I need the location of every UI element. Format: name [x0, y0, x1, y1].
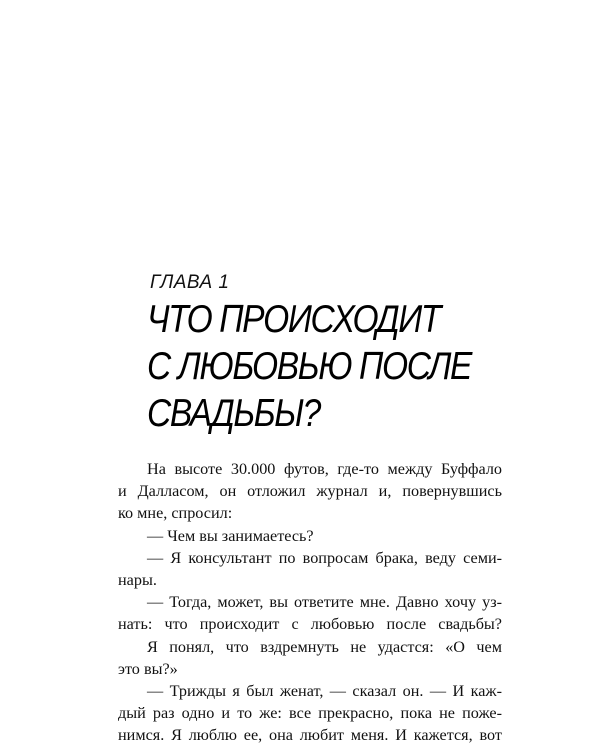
body-line-10: это вы?» — [118, 659, 178, 678]
chapter-title-line-3: СВАДЬБЫ? — [147, 392, 320, 435]
body-line-2: и Далласом, он отложил журнал и, повернувшись — [118, 482, 502, 501]
chapter-title-line-2: С ЛЮБОВЬЮ ПОСЛЕ — [147, 345, 472, 388]
body-line-1: На высоте 30.000 футов, где-то между Буффало — [147, 460, 502, 478]
body-line-5: — Я консультант по вопросам брака, веду семи- — [147, 548, 502, 567]
body-line-6: нары. — [118, 570, 157, 589]
body-line-13: нимся. Я люблю ее, она любит меня. И кажется, вот — [118, 726, 502, 745]
body-text — [118, 458, 502, 746]
chapter-title — [147, 296, 491, 437]
body-line-12: дый раз одно и то же: все прекрасно, пока не поже- — [118, 704, 502, 723]
body-line-3: ко мне, спросил: — [118, 504, 233, 523]
body-line-8: нать: что происходит с любовью после свадьбы? — [118, 615, 502, 634]
body-line-4: — Чем вы занимаетесь? — [147, 526, 314, 545]
chapter-label: ГЛАВА 1 — [150, 272, 230, 293]
body-line-11: — Трижды я был женат, — сказал он. — И каж- — [147, 681, 502, 700]
body-line-7: — Тогда, может, вы ответите мне. Давно хочу уз- — [147, 593, 502, 612]
body-line-9: Я понял, что вздремнуть не удастся: «О чем — [147, 637, 502, 656]
chapter-title-line-1: ЧТО ПРОИСХОДИТ — [147, 298, 440, 341]
